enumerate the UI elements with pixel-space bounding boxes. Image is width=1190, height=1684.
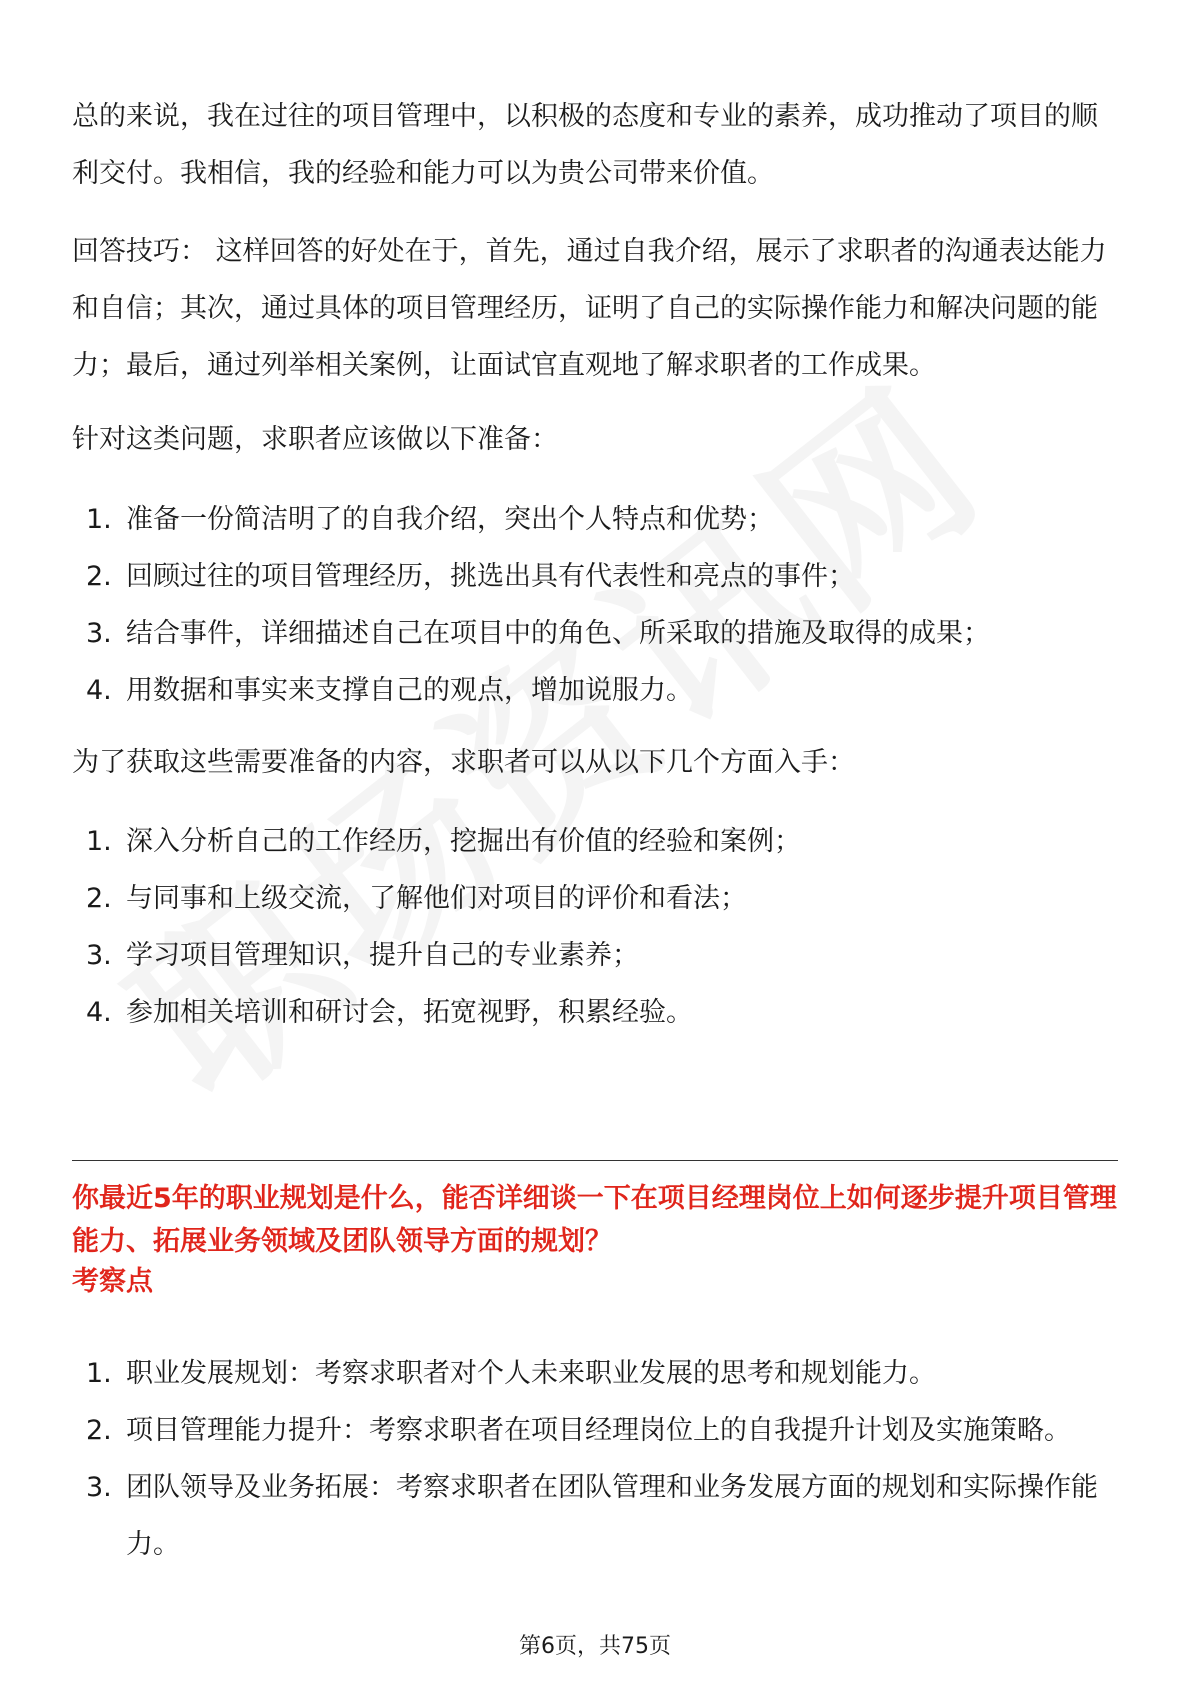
list-number: 1.: [86, 1358, 112, 1389]
list-number: 2.: [86, 1415, 112, 1446]
list-text: 深入分析自己的工作经历，挖掘出有价值的经验和案例；: [126, 826, 801, 857]
list-text: 用数据和事实来支撑自己的观点，增加说服力。: [126, 675, 693, 706]
list-number: 4.: [86, 675, 112, 706]
list-number: 4.: [86, 997, 112, 1028]
list-text: 职业发展规划：考察求职者对个人未来职业发展的思考和规划能力。: [126, 1358, 936, 1389]
exam-points-heading: 考察点: [72, 1266, 153, 1297]
paragraph-answer-tips: 回答技巧： 这样回答的好处在于，首先，通过自我介绍，展示了求职者的沟通表达能力和自信；其次，通过具体的项目管理经历，证明了自己的实际操作能力和解决问题的能力；最后，通过列举相关案例，让面试官直观地了解求职者的工作成果。: [72, 236, 1107, 381]
list-number: 3.: [86, 940, 112, 971]
list-text: 学习项目管理知识，提升自己的专业素养；: [126, 940, 639, 971]
list-number: 3.: [86, 1472, 112, 1503]
paragraph-summary: 总的来说，我在过往的项目管理中，以积极的态度和专业的素养，成功推动了项目的顺利交付。我相信，我的经验和能力可以为贵公司带来价值。: [72, 101, 1098, 189]
list-item: [72, 1402, 1118, 1459]
list-text: 回顾过往的项目管理经历，挑选出具有代表性和亮点的事件；: [126, 561, 855, 592]
list-item: [72, 870, 1118, 927]
page-footer: 第6页，共75页: [519, 1634, 671, 1659]
list-item: [72, 1459, 1118, 1573]
list-item: [72, 984, 1118, 1041]
paragraph-gather-intro: 为了获取这些需要准备的内容，求职者可以从以下几个方面入手：: [72, 747, 855, 778]
list-item: [72, 813, 1118, 870]
list-text: 团队领导及业务拓展：考察求职者在团队管理和业务发展方面的规划和实际操作能力。: [126, 1472, 1098, 1560]
list-text: 参加相关培训和研讨会，拓宽视野，积累经验。: [126, 997, 693, 1028]
list-item: [72, 548, 1118, 605]
list-number: 2.: [86, 561, 112, 592]
list-text: 项目管理能力提升：考察求职者在项目经理岗位上的自我提升计划及实施策略。: [126, 1415, 1071, 1446]
list-text: 结合事件，详细描述自己在项目中的角色、所采取的措施及取得的成果；: [126, 618, 990, 649]
list-text: 与同事和上级交流，了解他们对项目的评价和看法；: [126, 883, 747, 914]
list-item: [72, 662, 1118, 719]
paragraph-prepare-intro: 针对这类问题，求职者应该做以下准备：: [72, 424, 558, 455]
list-number: 1.: [86, 826, 112, 857]
question-title: 你最近5年的职业规划是什么，能否详细谈一下在项目经理岗位上如何逐步提升项目管理能力、拓展业务领域及团队领导方面的规划？: [72, 1183, 1117, 1257]
list-item: [72, 927, 1118, 984]
list-item: [72, 1345, 1118, 1402]
list-text: 准备一份简洁明了的自我介绍，突出个人特点和优势；: [126, 504, 774, 535]
list-number: 3.: [86, 618, 112, 649]
list-item: [72, 491, 1118, 548]
list-item: [72, 605, 1118, 662]
list-number: 1.: [86, 504, 112, 535]
list-number: 2.: [86, 883, 112, 914]
section-divider: [72, 1160, 1118, 1161]
gather-list: [72, 813, 1118, 1041]
prepare-list: [72, 491, 1118, 719]
exam-points-list: [72, 1345, 1118, 1573]
